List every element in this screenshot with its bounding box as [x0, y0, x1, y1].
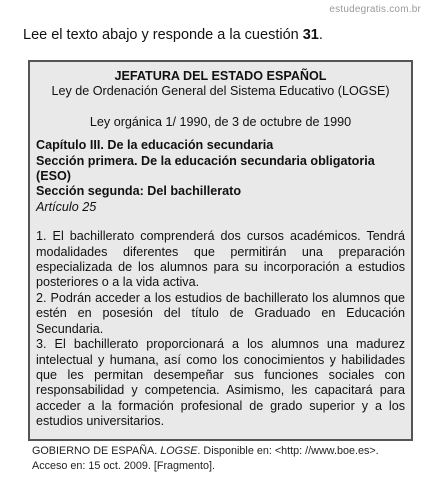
source-work: LOGSE — [160, 445, 198, 457]
document-box — [28, 60, 413, 441]
source-details: . Disponible en: <http: //www.boe.es>. Acceso en: 15 oct. 2009. [Fragmento]. — [32, 445, 379, 472]
section-one-heading: Sección primera. De la educación secundaria obligatoria (ESO) — [36, 153, 375, 184]
source-author: GOBIERNO DE ESPAÑA. — [32, 445, 161, 457]
chapter-heading: Capítulo III. De la educación secundaria — [36, 138, 274, 153]
article-heading: Artículo 25 — [36, 199, 97, 214]
article-paragraph-2: 2. Podrán acceder a los estudios de bachillerato los alumnos que estén en posesión del título de Graduado en Educación Secundaria. — [36, 290, 405, 336]
document-structure — [36, 138, 405, 215]
instruction-text — [23, 27, 323, 43]
document-subtitle: Ley de Ordenación General del Sistema Educativo (LOGSE) — [51, 84, 390, 99]
article-body — [36, 229, 405, 429]
site-watermark: estudegratis.com.br — [329, 4, 421, 15]
instruction-suffix: . — [318, 27, 323, 43]
source-citation — [32, 444, 412, 474]
law-reference: Ley orgánica 1/ 1990, de 3 de octubre de 1990 — [89, 114, 352, 129]
article-paragraph-1: 1. El bachillerato comprenderá dos cursos académicos. Tendrá modalidades diferentes que permitirán una preparación especializada de los alumnos para su incorporación a estudios posteriores o a la vida activa. — [36, 229, 405, 290]
question-number: 31 — [302, 27, 319, 43]
document-title: JEFATURA DEL ESTADO ESPAÑOL — [114, 69, 327, 83]
instruction-prefix: Lee el texto abajo y responde a la cuestión — [23, 27, 303, 43]
section-two-heading: Sección segunda: Del bachillerato — [36, 184, 242, 199]
article-paragraph-3: 3. El bachillerato proporcionará a los alumnos una madurez intelectual y humana, así como los conocimientos y habilidades que les permitan desempeñar sus funciones sociales con responsabilidad y competencia. Asimismo, les capacitará para acceder a la formación profesional de grado superior y a los estudios universitarios. — [36, 337, 405, 429]
